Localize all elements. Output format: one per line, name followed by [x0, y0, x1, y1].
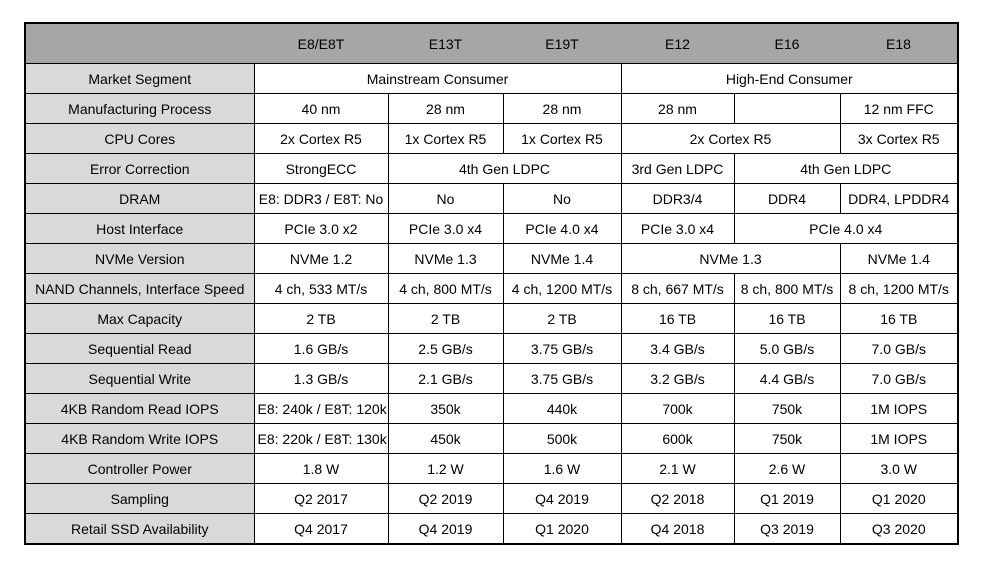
table-cell: 750k: [734, 424, 840, 454]
table-cell: E8: 240k / E8T: 120k: [254, 394, 388, 424]
row-label-4kb-random-write-iops: 4KB Random Write IOPS: [25, 424, 254, 454]
table-cell: NVMe 1.4: [840, 244, 958, 274]
table-cell: 1x Cortex R5: [388, 124, 503, 154]
table-cell: 2 TB: [388, 304, 503, 334]
table-cell: [734, 94, 840, 124]
table-cell: 5.0 GB/s: [734, 334, 840, 364]
row-label-error-correction: Error Correction: [25, 154, 254, 184]
table-cell: 1x Cortex R5: [503, 124, 621, 154]
table-cell: 12 nm FFC: [840, 94, 958, 124]
table-row: [25, 424, 958, 454]
table-cell: 4th Gen LDPC: [734, 154, 958, 184]
table-cell: 4th Gen LDPC: [388, 154, 621, 184]
row-label-max-capacity: Max Capacity: [25, 304, 254, 334]
table-cell: 750k: [734, 394, 840, 424]
column-header-e19t: E19T: [503, 23, 621, 64]
column-header-e12: E12: [621, 23, 734, 64]
table-cell: 700k: [621, 394, 734, 424]
row-label-sequential-write: Sequential Write: [25, 364, 254, 394]
column-header-e13t: E13T: [388, 23, 503, 64]
column-header-e8-e8t: E8/E8T: [254, 23, 388, 64]
table-cell: 2.5 GB/s: [388, 334, 503, 364]
row-label-controller-power: Controller Power: [25, 454, 254, 484]
table-cell: 3x Cortex R5: [840, 124, 958, 154]
table-cell: 4 ch, 533 MT/s: [254, 274, 388, 304]
table-row: [25, 304, 958, 334]
table-row: [25, 244, 958, 274]
table-cell: No: [503, 184, 621, 214]
table-cell: 8 ch, 1200 MT/s: [840, 274, 958, 304]
table-cell: 440k: [503, 394, 621, 424]
table-cell: No: [388, 184, 503, 214]
table-cell: Q3 2019: [734, 514, 840, 545]
table-cell: 450k: [388, 424, 503, 454]
header-corner-cell: [25, 23, 254, 64]
table-cell: 500k: [503, 424, 621, 454]
table-cell: 2 TB: [254, 304, 388, 334]
table-cell: 3rd Gen LDPC: [621, 154, 734, 184]
table-cell: NVMe 1.2: [254, 244, 388, 274]
table-cell: Q3 2020: [840, 514, 958, 545]
table-row: [25, 64, 958, 94]
table-cell: 600k: [621, 424, 734, 454]
row-label-host-interface: Host Interface: [25, 214, 254, 244]
table-cell: 4 ch, 1200 MT/s: [503, 274, 621, 304]
table-cell: 3.75 GB/s: [503, 364, 621, 394]
table-cell: E8: 220k / E8T: 130k: [254, 424, 388, 454]
table-row: [25, 154, 958, 184]
controller-spec-table: [24, 22, 959, 545]
table-row: [25, 514, 958, 545]
table-cell: 1.8 W: [254, 454, 388, 484]
table-cell: Q2 2019: [388, 484, 503, 514]
table-cell: PCIe 3.0 x4: [621, 214, 734, 244]
table-cell: Q4 2019: [388, 514, 503, 545]
table-cell: Q1 2019: [734, 484, 840, 514]
table-cell: 28 nm: [388, 94, 503, 124]
table-cell: Q2 2017: [254, 484, 388, 514]
table-cell: 3.4 GB/s: [621, 334, 734, 364]
table-cell: Q4 2019: [503, 484, 621, 514]
row-label-market-segment: Market Segment: [25, 64, 254, 94]
row-label-retail-ssd-availability: Retail SSD Availability: [25, 514, 254, 545]
table-cell: 8 ch, 667 MT/s: [621, 274, 734, 304]
column-header-e16: E16: [734, 23, 840, 64]
table-cell: NVMe 1.3: [621, 244, 840, 274]
row-label-sampling: Sampling: [25, 484, 254, 514]
table-row: [25, 394, 958, 424]
table-cell: Q4 2017: [254, 514, 388, 545]
table-cell: 3.2 GB/s: [621, 364, 734, 394]
table-row: [25, 214, 958, 244]
header-row: [25, 23, 958, 64]
table-cell: DDR4: [734, 184, 840, 214]
row-label-nand-channels-interface-speed: NAND Channels, Interface Speed: [25, 274, 254, 304]
table-cell: PCIe 4.0 x4: [734, 214, 958, 244]
table-cell: NVMe 1.3: [388, 244, 503, 274]
table-cell: 2.1 W: [621, 454, 734, 484]
row-label-nvme-version: NVMe Version: [25, 244, 254, 274]
table-cell: 4.4 GB/s: [734, 364, 840, 394]
table-cell: 40 nm: [254, 94, 388, 124]
table-cell: 28 nm: [503, 94, 621, 124]
table-cell: 2.1 GB/s: [388, 364, 503, 394]
row-label-sequential-read: Sequential Read: [25, 334, 254, 364]
table-row: [25, 334, 958, 364]
table-cell: 28 nm: [621, 94, 734, 124]
table-cell: 2x Cortex R5: [621, 124, 840, 154]
table-body: [25, 23, 958, 544]
table-cell: Mainstream Consumer: [254, 64, 621, 94]
table-cell: DDR4, LPDDR4: [840, 184, 958, 214]
table-cell: 7.0 GB/s: [840, 334, 958, 364]
row-label-manufacturing-process: Manufacturing Process: [25, 94, 254, 124]
table-cell: 1.3 GB/s: [254, 364, 388, 394]
table-row: [25, 94, 958, 124]
table-cell: 7.0 GB/s: [840, 364, 958, 394]
table-cell: 4 ch, 800 MT/s: [388, 274, 503, 304]
table-cell: 3.75 GB/s: [503, 334, 621, 364]
table-cell: 16 TB: [840, 304, 958, 334]
table-cell: 1M IOPS: [840, 424, 958, 454]
table-cell: NVMe 1.4: [503, 244, 621, 274]
table-row: [25, 274, 958, 304]
table-row: [25, 124, 958, 154]
table-cell: DDR3/4: [621, 184, 734, 214]
table-cell: 1.6 GB/s: [254, 334, 388, 364]
row-label-4kb-random-read-iops: 4KB Random Read IOPS: [25, 394, 254, 424]
table-cell: 350k: [388, 394, 503, 424]
table-cell: PCIe 4.0 x4: [503, 214, 621, 244]
row-label-dram: DRAM: [25, 184, 254, 214]
table-cell: 16 TB: [734, 304, 840, 334]
table-row: [25, 184, 958, 214]
table-row: [25, 364, 958, 394]
table-cell: High-End Consumer: [621, 64, 958, 94]
column-header-e18: E18: [840, 23, 958, 64]
table-cell: 1.6 W: [503, 454, 621, 484]
table-cell: 3.0 W: [840, 454, 958, 484]
table-cell: 8 ch, 800 MT/s: [734, 274, 840, 304]
table-cell: StrongECC: [254, 154, 388, 184]
table-cell: 1M IOPS: [840, 394, 958, 424]
table-cell: PCIe 3.0 x4: [388, 214, 503, 244]
table-cell: 2.6 W: [734, 454, 840, 484]
table-row: [25, 484, 958, 514]
table-cell: 16 TB: [621, 304, 734, 334]
table-cell: 1.2 W: [388, 454, 503, 484]
table-row: [25, 454, 958, 484]
table-cell: E8: DDR3 / E8T: No: [254, 184, 388, 214]
table-cell: Q4 2018: [621, 514, 734, 545]
table-cell: Q1 2020: [503, 514, 621, 545]
table-cell: 2 TB: [503, 304, 621, 334]
table-cell: PCIe 3.0 x2: [254, 214, 388, 244]
table-cell: Q2 2018: [621, 484, 734, 514]
row-label-cpu-cores: CPU Cores: [25, 124, 254, 154]
table-cell: Q1 2020: [840, 484, 958, 514]
table-cell: 2x Cortex R5: [254, 124, 388, 154]
